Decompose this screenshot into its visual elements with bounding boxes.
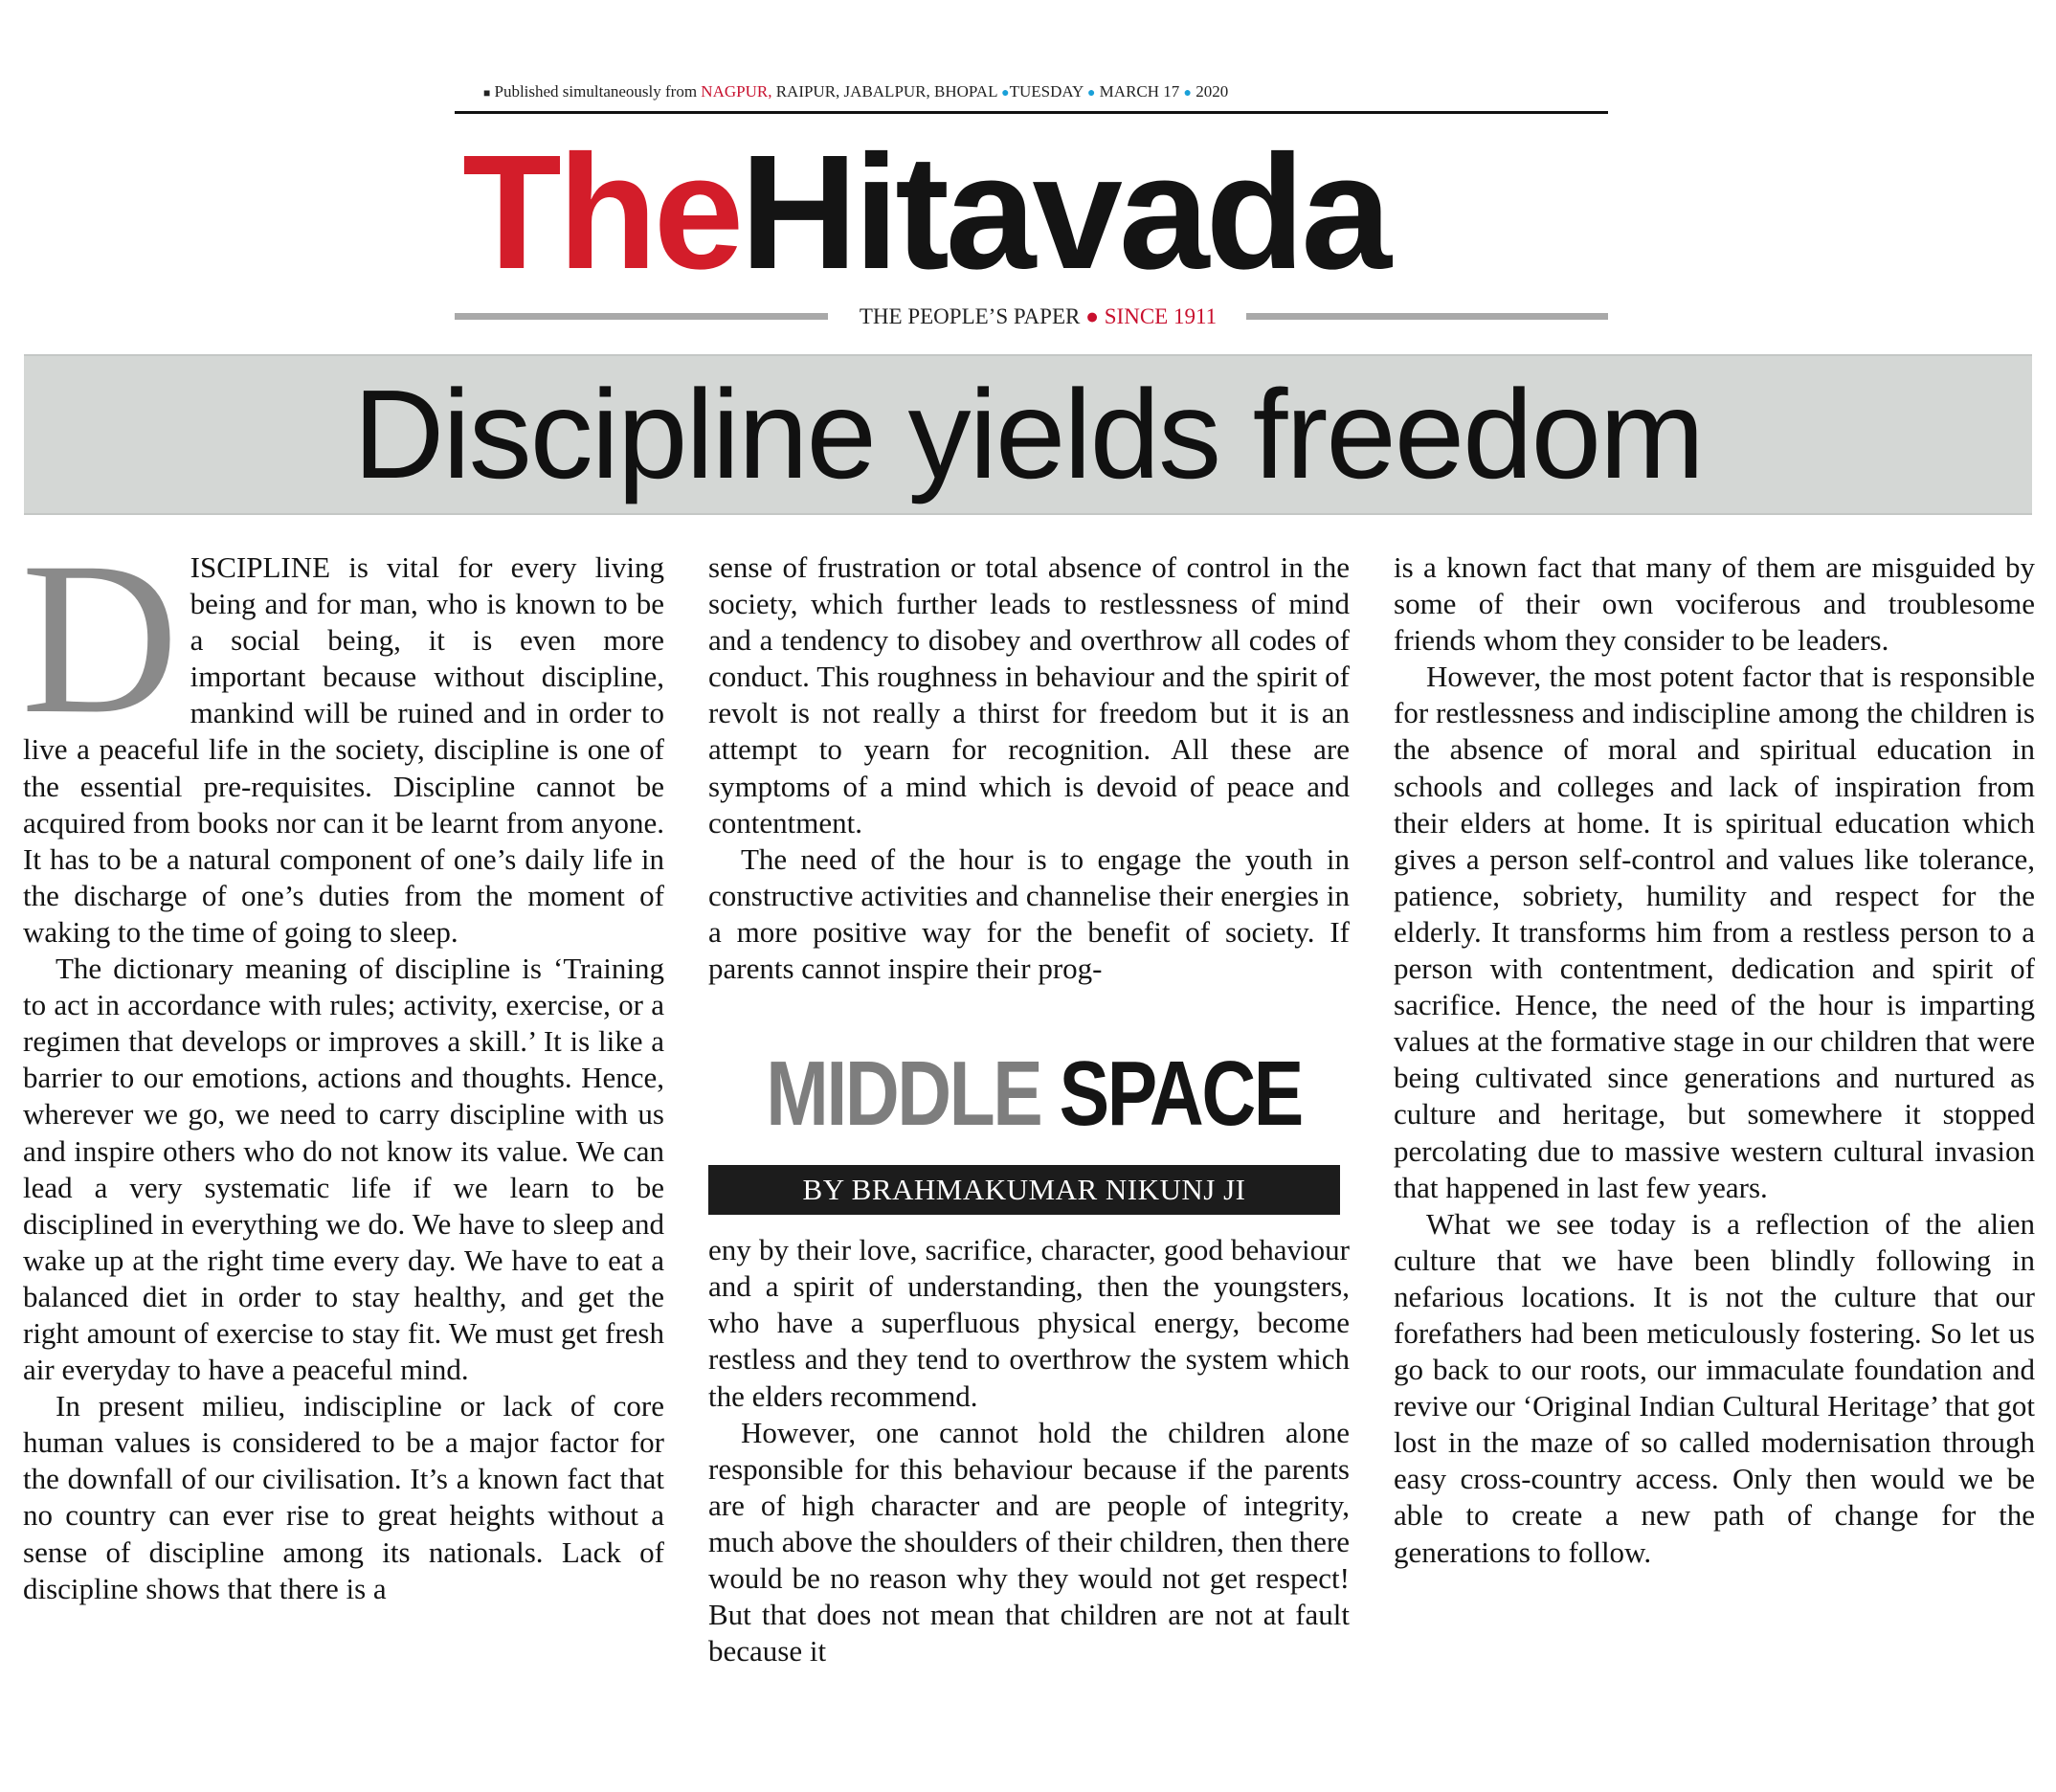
dot-separator-icon: ● xyxy=(1001,86,1010,101)
column-label-middle: MIDDLE xyxy=(766,1042,1041,1146)
tagline-rule-left xyxy=(455,313,828,320)
masthead-top-rule xyxy=(455,111,1608,114)
paragraph: What we see today is a reflection of the alien culture that we have been blindly following in nefarious locations. It is not the culture that our forefathers had been meticulously fostering. So let us go back to our roots, our immaculate foundation and revive our ‘Original Indian Cultural Heritage’ that got lost in the maze of so called modernisation through easy cross-country access. Only then would we be able to create a new path of change for the generations to follow. xyxy=(1394,1206,2035,1569)
byline: BY BRAHMAKUMAR NIKUNJ JI xyxy=(708,1165,1340,1215)
tagline-text: THE PEOPLE’S PAPER xyxy=(859,304,1081,328)
dot-separator-icon: ● xyxy=(1086,86,1096,101)
paragraph: However, one cannot hold the children alone responsible for this behaviour because if the parents are of high character and are people of integrity, much above the shoulders of their children, then there would be no reason why they would not get respect! But that does not mean that children are not at fault because it xyxy=(708,1415,1350,1669)
paragraph xyxy=(21,518,664,951)
dateline-city-primary: NAGPUR, xyxy=(701,82,772,101)
headline-band xyxy=(24,354,2032,515)
column-label-space: SPACE xyxy=(1059,1042,1302,1146)
dateline xyxy=(483,82,1345,101)
paragraph-text: ISCIPLINE is vital for every living being and for man, who is known to be a social being, it is even more important because without discipline, mankind will be ruined and in order to live a peaceful life in the society, discipline is one of the essential pre-requisites. Discipline cannot be acquired from books nor can it be learnt from anyone. It has to be a natural component of one’s daily life in the discharge of one’s duties from the moment of waking to the time of going to sleep. xyxy=(23,550,664,949)
masthead-the: The xyxy=(462,122,741,303)
article-column-3 xyxy=(1394,549,2035,1571)
tagline xyxy=(830,304,1246,329)
dot-separator-icon: ● xyxy=(1183,86,1192,101)
paragraph: is a known fact that many of them are misguided by some of their own vociferous and troublesome friends whom they consider to be leaders. xyxy=(1394,550,2035,658)
article-headline: Discipline yields freedom xyxy=(353,364,1703,504)
paragraph: eny by their love, sacrifice, character, good behaviour and a spirit of understanding, then the youngsters, who have a superfluous physical energy, become restless and they tend to overthrow the system which the elders recommend. xyxy=(708,1233,1350,1413)
column-label xyxy=(766,1042,1302,1146)
article-column-2 xyxy=(708,549,1350,1669)
dateline-date: MARCH 17 xyxy=(1099,82,1180,101)
drop-cap: D xyxy=(21,518,179,759)
dateline-prefix: Published simultaneously from xyxy=(494,82,698,101)
paragraph: In present milieu, indiscipline or lack of core human values is considered to be a major factor for the downfall of our civilisation. It’s a known fact that no country can ever rise to great heights without a sense of discipline among its nationals. Lack of discipline shows that there is a xyxy=(23,1389,664,1605)
dateline-cities: RAIPUR, JABALPUR, BHOPAL xyxy=(775,82,997,101)
masthead-logo xyxy=(462,115,1611,311)
article-column-1 xyxy=(21,518,664,1607)
dateline-day: TUESDAY xyxy=(1009,82,1084,101)
paragraph: However, the most potent factor that is responsible for restlessness and indiscipline among the children is the absence of moral and spiritual education in schools and colleges and lack of inspiration from their elders at home. It is spiritual education which gives a person self-control and values like tolerance, patience, sobriety, humility and respect for the elderly. It transforms him from a restless person to a person with contentment, dedication and spirit of sacrifice. Hence, the need of the hour is imparting values at the formative stage in our children that were being cultivated since generations and nurtured as culture and heritage, but somewhere it stopped percolating due to massive western cultural invasion that happened in last few years. xyxy=(1394,660,2035,1204)
tagline-rule-right xyxy=(1246,313,1608,320)
paragraph: The need of the hour is to engage the youth in constructive activities and channelise their energies in a more positive way for the benefit of society. If parents cannot inspire their prog- xyxy=(708,841,1350,986)
red-dot-icon: ● xyxy=(1085,304,1100,328)
tagline-row xyxy=(455,304,1608,329)
square-bullet-icon: ■ xyxy=(483,86,491,100)
paragraph: The dictionary meaning of discipline is ‘Training to act in accordance with rules; activity, exercise, or a regimen that develops or improves a skill.’ It is like a barrier to our emotions, actions and thoughts. Hence, wherever we go, we need to carry discipline with us and inspire others who do not know its value. We can lead a very systematic life if we learn to be disciplined in everything we do. We have to sleep and wake up at the right time every day. We have to eat a balanced diet in order to stay healthy, and get the right amount of exercise to stay fit. We must get fresh air everyday to have a peaceful mind. xyxy=(23,952,664,1387)
since-text: SINCE 1911 xyxy=(1104,304,1218,328)
dateline-year: 2020 xyxy=(1196,82,1229,101)
masthead-name: Hitavada xyxy=(740,122,1388,303)
paragraph: sense of frustration or total absence of control in the society, which further leads to restlessness of mind and a tendency to disobey and overthrow all codes of conduct. This roughness in behaviour and the spirit of revolt is not really a thirst for freedom but it is an attempt to yearn for recognition. All these are symptoms of a mind which is devoid of peace and contentment. xyxy=(708,550,1350,840)
